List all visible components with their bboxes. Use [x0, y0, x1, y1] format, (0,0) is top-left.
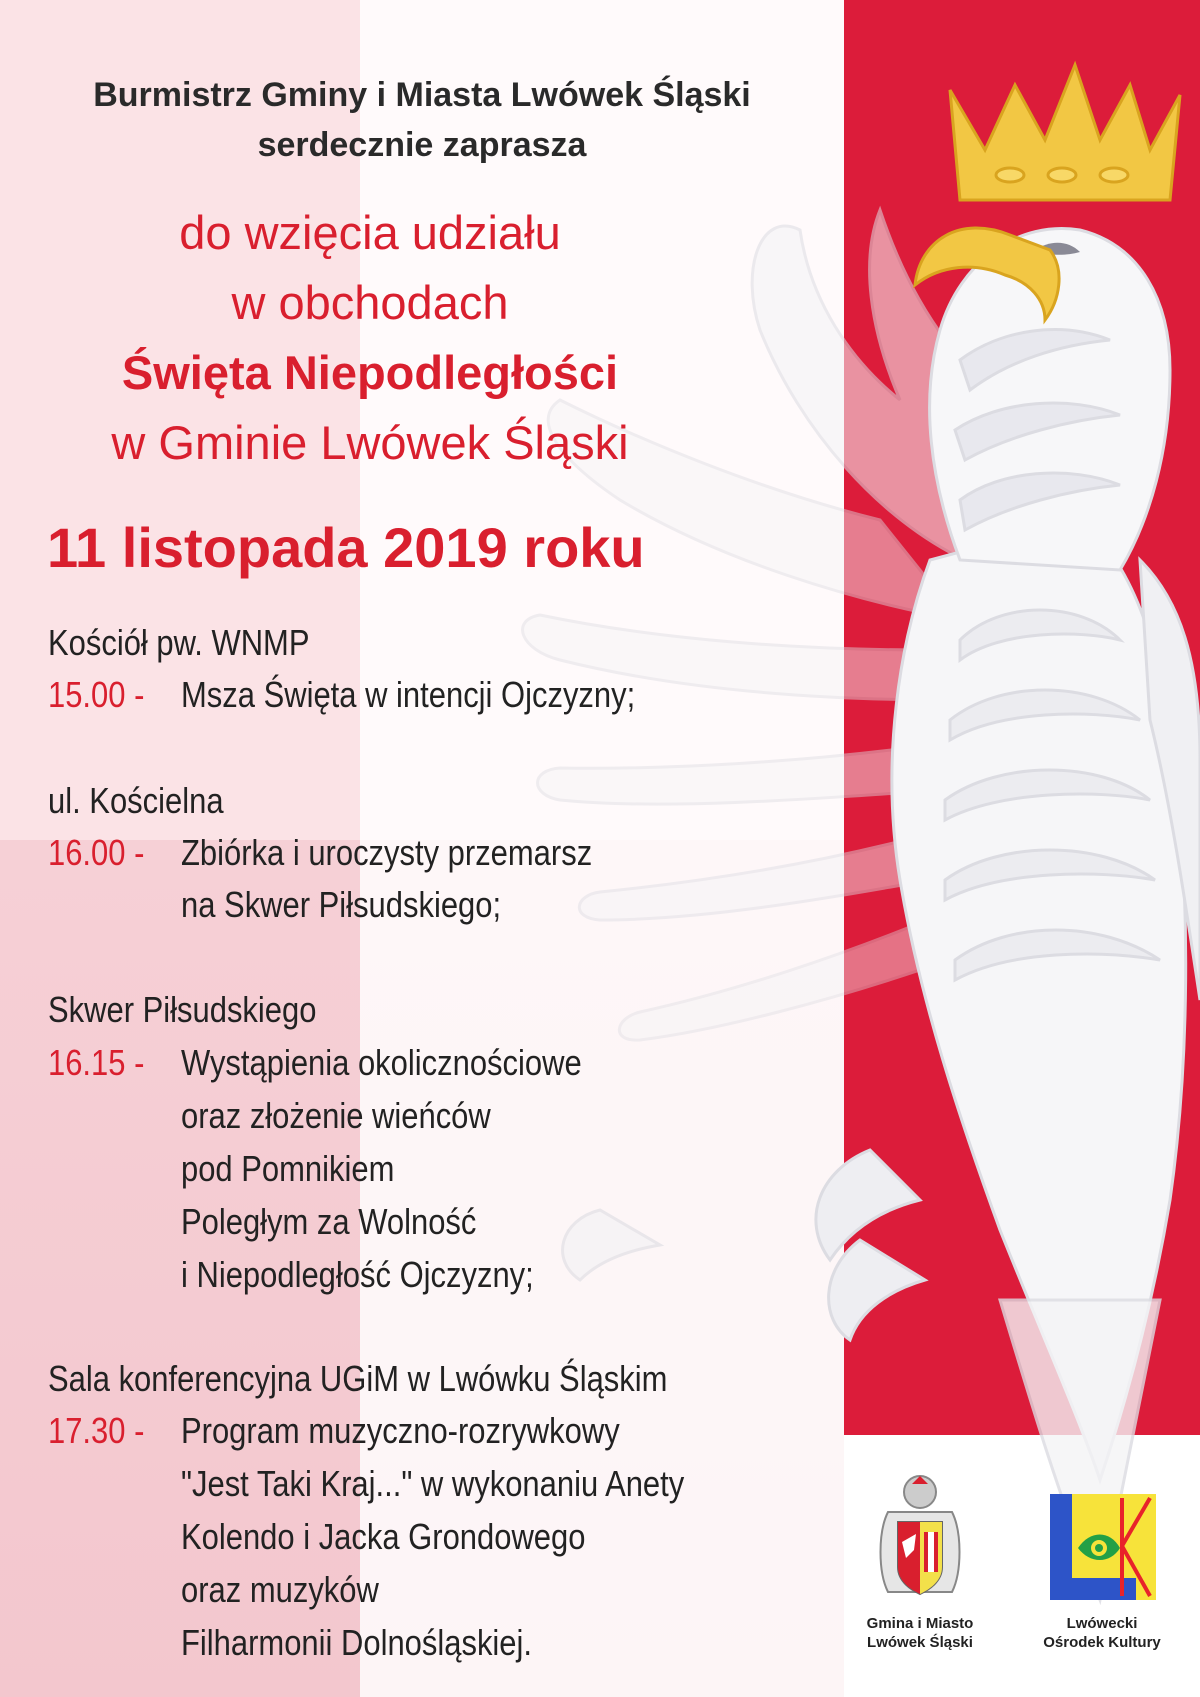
lok-caption-line-1: Lwówecki [1066, 1615, 1138, 1632]
desc-3-line-1: Wystąpienia okolicznościowe [181, 1042, 582, 1083]
venue-1: Kościół pw. WNMP [48, 622, 310, 663]
desc-1-line-1: Msza Święta w intencji Ojczyzny; [181, 674, 636, 715]
desc-4-line-4: oraz muzyków [181, 1569, 379, 1610]
header-line-2: serdecznie zaprasza [257, 126, 587, 164]
coat-of-arms-logo [868, 1472, 972, 1608]
gmina-logo-caption [840, 1614, 1000, 1652]
lok-logo [1050, 1494, 1156, 1600]
invite-line-4: w Gminie Lwówek Śląski [111, 416, 629, 469]
venue-3: Skwer Piłsudskiego [48, 989, 317, 1030]
desc-4-line-5: Filharmonii Dolnośląskiej. [181, 1622, 533, 1663]
venue-4: Sala konferencyjna UGiM w Lwówku Śląskim [48, 1358, 668, 1399]
header-line-1: Burmistrz Gminy i Miasta Lwówek Śląski [93, 76, 751, 114]
desc-4-line-1: Program muzyczno-rozrywkowy [181, 1410, 620, 1451]
desc-3-line-2: oraz złożenie wieńców [181, 1095, 491, 1136]
invite-line-3: Święta Niepodległości [121, 346, 619, 399]
desc-3-line-4: Poległym za Wolność [181, 1201, 477, 1242]
desc-3-line-3: pod Pomnikiem [181, 1148, 395, 1189]
event-date: 11 listopada 2019 roku [47, 516, 645, 579]
time-1: 15.00 - [48, 674, 145, 715]
invite-line-2: w obchodach [231, 276, 509, 329]
invite-line-1: do wzięcia udziału [179, 206, 561, 259]
desc-3-line-5: i Niepodległość Ojczyzny; [181, 1254, 534, 1295]
gmina-caption-line-1: Gmina i Miasto [866, 1615, 974, 1632]
time-2: 16.00 - [48, 832, 145, 873]
gmina-caption-line-2: Lwówek Śląski [867, 1634, 973, 1651]
lok-logo-caption [1022, 1614, 1182, 1652]
venue-2: ul. Kościelna [48, 780, 224, 821]
time-3: 16.15 - [48, 1042, 145, 1083]
desc-2-line-2: na Skwer Piłsudskiego; [181, 884, 502, 925]
desc-2-line-1: Zbiórka i uroczysty przemarsz [181, 832, 593, 873]
desc-4-line-3: Kolendo i Jacka Grondowego [181, 1516, 586, 1557]
desc-4-line-2: "Jest Taki Kraj..." w wykonaniu Anety [181, 1463, 685, 1504]
time-4: 17.30 - [48, 1410, 145, 1451]
lok-caption-line-2: Ośrodek Kultury [1043, 1634, 1161, 1651]
